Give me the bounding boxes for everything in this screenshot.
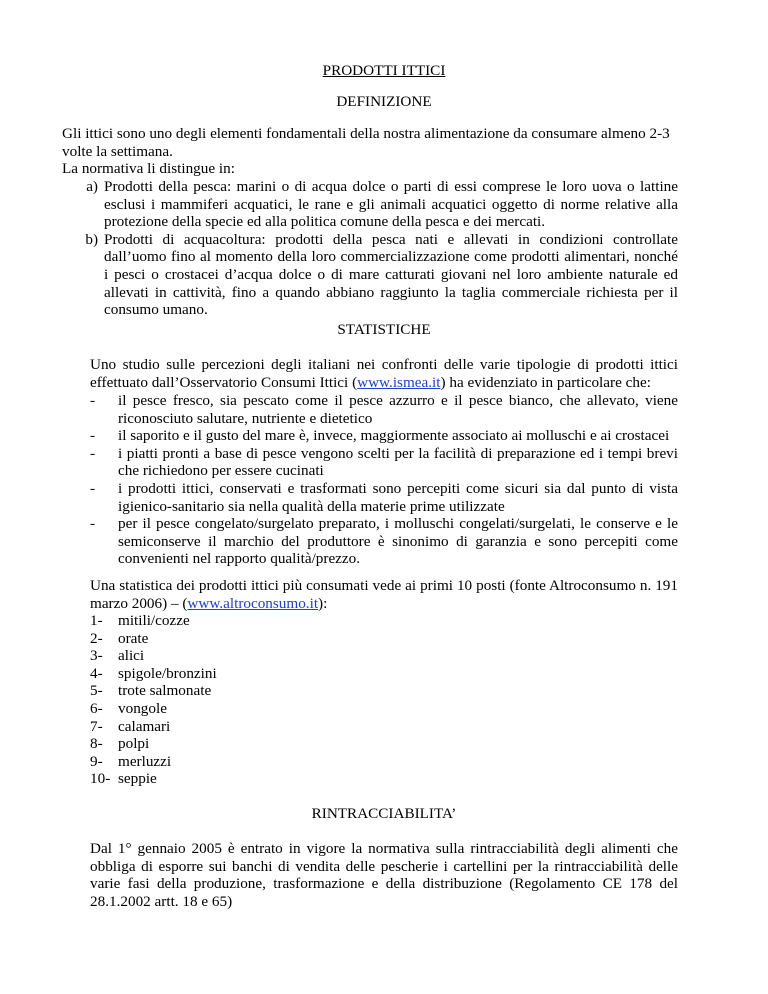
list-item xyxy=(90,427,678,445)
paragraph-text: Uno studio sulle percezioni degli italiani nei confronti delle varie tipologie di prodotti ittici effettuato dall’Osservatorio Consumi Ittici ( xyxy=(90,356,678,391)
list-item-label: a) xyxy=(86,178,98,195)
perception-list xyxy=(90,392,678,568)
rank-name: trote salmonate xyxy=(118,682,212,700)
list-item-text: il pesce fresco, sia pescato come il pesce azzurro e il pesce bianco, che allevato, viene riconosciuto salutare, nutriente e dietetico xyxy=(118,392,678,427)
dash-bullet: - xyxy=(90,444,96,462)
rank-number: 3- xyxy=(90,647,103,665)
dash-bullet: - xyxy=(90,427,96,445)
list-item xyxy=(90,665,678,683)
list-item xyxy=(90,445,678,480)
list-item-text: il saporito e il gusto del mare è, invece, maggiormente associato ai molluschi e ai crostacei xyxy=(118,427,670,445)
intro-list-lead: La normativa li distingue in: xyxy=(62,160,235,178)
definition-list xyxy=(62,178,678,319)
dash-bullet: - xyxy=(90,515,96,533)
rank-number: 8- xyxy=(90,735,103,753)
rank-name: polpi xyxy=(118,735,150,753)
ismea-link[interactable]: www.ismea.it xyxy=(357,373,441,391)
list-item xyxy=(90,630,678,648)
list-item-text: i prodotti ittici, conservati e trasformati sono percepiti come sicuri sia dal punto di vista igienico-sanitario sia nella qualità della materie prime utilizzate xyxy=(118,479,678,515)
rank-name: mitili/cozze xyxy=(118,612,190,629)
rank-name: merluzzi xyxy=(118,752,172,770)
rank-number: 6- xyxy=(90,699,103,717)
paragraph-text: ) ha evidenziato in particolare che: xyxy=(440,373,651,391)
list-item xyxy=(90,770,678,788)
list-item xyxy=(90,718,678,736)
list-item-text: Prodotti di acquacoltura: prodotti della pesca nati e allevati in condizioni controllate dall’uomo fino al momento della loro commercializzazione come prodotti alimentari, nonché i pesci o crostacei d’acqua dolce o di mare catturati giovani nel loro ambiente naturale ed allevati in cattività, fino a quando abbiano raggiunto la taglia commerciale richiesta per il consumo umano. xyxy=(104,230,678,319)
rank-number: 1- xyxy=(90,612,103,629)
rank-number: 7- xyxy=(90,717,103,735)
section-heading-rintracciabilita: RINTRACCIABILITA’ xyxy=(311,805,457,822)
altroconsumo-link[interactable]: www.altroconsumo.it xyxy=(187,594,319,612)
rank-name: calamari xyxy=(118,717,171,735)
list-item xyxy=(62,231,678,319)
rank-name: seppie xyxy=(118,770,157,788)
ranking-list xyxy=(90,612,678,788)
list-item xyxy=(90,392,678,427)
list-item-text: per il pesce congelato/surgelato preparato, i molluschi congelati/surgelati, le conserve e le semiconserve il marchio del produttore è sinonimo di garanzia e sono percepiti come convenienti nel rapporto qualità/prezzo. xyxy=(118,515,678,568)
statistiche-paragraph xyxy=(90,356,678,391)
paragraph-text: ): xyxy=(318,594,328,612)
rank-number: 4- xyxy=(90,664,103,682)
rintracciabilita-paragraph: Dal 1° gennaio 2005 è entrato in vigore la normativa sulla rintracciabilità degli alimenti che obbliga di esporre sui banchi di vendita delle pescherie i cartellini per la rintracciabilità delle varie fasi della produzione, trasformazione e della distribuzione (Regolamento CE 178 del 28.1.2002 artt. 18 e 65) xyxy=(90,840,678,910)
rank-number: 10- xyxy=(90,770,111,788)
list-item-label: b) xyxy=(85,230,98,248)
list-item xyxy=(90,515,678,568)
rank-number: 2- xyxy=(90,629,103,647)
page-title: PRODOTTI ITTICI xyxy=(322,62,446,79)
list-item xyxy=(90,682,678,700)
list-item-text: Prodotti della pesca: marini o di acqua dolce o parti di essi comprese le loro uova o lattine esclusi i mammiferi acquatici, le rane e gli animali acquatici oggetto di norme relative alla protezione della specie ed alla politica comune della pesca e dei mercati. xyxy=(104,178,678,231)
section-heading-statistiche: STATISTICHE xyxy=(337,321,431,338)
rank-number: 9- xyxy=(90,752,103,770)
list-item xyxy=(90,612,678,630)
intro-block xyxy=(62,125,678,178)
paragraph-text: Una statistica dei prodotti ittici più consumati vede ai primi 10 posti (fonte Altroconsumo n. 191 marzo 2006) – ( xyxy=(90,577,678,612)
list-item-text: i piatti pronti a base di pesce vengono scelti per la facilità di preparazione ed i tempi brevi che richiedono per essere cucinati xyxy=(118,444,678,480)
list-item xyxy=(90,480,678,515)
rank-name: spigole/bronzini xyxy=(118,664,217,682)
rank-number: 5- xyxy=(90,682,103,700)
dash-bullet: - xyxy=(90,479,96,497)
dash-bullet: - xyxy=(90,392,96,409)
list-item xyxy=(90,700,678,718)
list-item xyxy=(62,178,678,231)
rank-name: orate xyxy=(118,629,149,647)
intro-paragraph: Gli ittici sono uno degli elementi fondamentali della nostra alimentazione da consumare almeno 2-3 volte la settimana. xyxy=(62,125,670,160)
section-heading-definizione: DEFINIZIONE xyxy=(336,93,432,110)
list-item xyxy=(90,753,678,771)
ranking-intro-paragraph xyxy=(90,577,678,612)
list-item xyxy=(90,647,678,665)
list-item xyxy=(90,735,678,753)
rank-name: vongole xyxy=(118,699,167,717)
rank-name: alici xyxy=(118,647,145,665)
